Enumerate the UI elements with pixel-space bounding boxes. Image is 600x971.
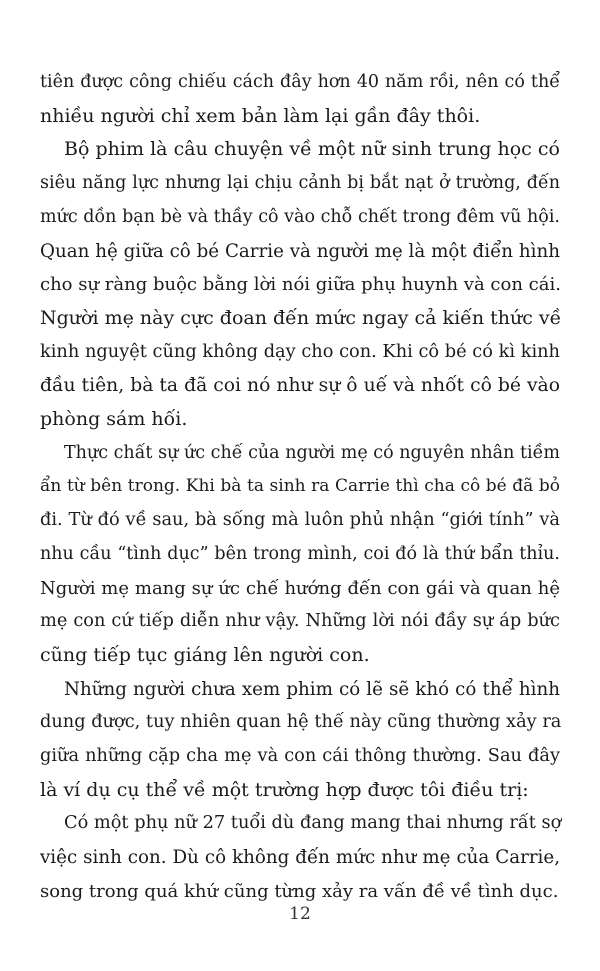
text-line: Người mẹ mang sự ức chế hướng đến con gái và quan hệ [40, 577, 560, 599]
body-text [40, 66, 560, 909]
text-line: siêu năng lực nhưng lại chịu cảnh bị bắt nạt ở trường, đến [40, 173, 560, 194]
text-line: kinh nguyệt cũng không dạy cho con. Khi cô bé có kì kinh [40, 341, 560, 362]
text-line: ẩn từ bên trong. Khi bà ta sinh ra Carrie thì cha cô bé đã bỏ [40, 476, 560, 497]
text-line: nhiều người chỉ xem bản làm lại gần đây thôi. [40, 104, 481, 127]
text-line: là ví dụ cụ thể về một trường hợp được tôi điều trị: [40, 778, 529, 801]
text-line: Bộ phim là câu chuyện về một nữ sinh trung học có [64, 138, 560, 161]
paragraph [40, 133, 560, 436]
text-line: phòng sám hối. [40, 408, 188, 431]
text-line: tiên được công chiếu cách đây hơn 40 năm rồi, nên có thể [40, 72, 560, 92]
text-line: Quan hệ giữa cô bé Carrie và người mẹ là một điển hình [40, 240, 560, 262]
paragraph [40, 437, 560, 673]
text-line: song trong quá khứ cũng từng xảy ra vấn đề về tình dục. [40, 880, 559, 902]
text-line: nhu cầu “tình dục” bên trong mình, coi đó là thứ bẩn thỉu. [40, 543, 560, 564]
text-line: Những người chưa xem phim có lẽ sẽ khó có thể hình [64, 678, 560, 700]
text-line: việc sinh con. Dù cô không đến mức như mẹ của Carrie, [40, 847, 560, 869]
paragraph [40, 807, 560, 908]
text-line: đi. Từ đó về sau, bà sống mà luôn phủ nhận “giới tính” và [40, 510, 560, 531]
page-number: 12 [289, 904, 311, 924]
text-line: cũng tiếp tục giáng lên người con. [40, 643, 370, 666]
paragraph [40, 673, 560, 808]
text-line: Người mẹ này cực đoan đến mức ngay cả kiến thức về [40, 306, 562, 329]
text-line: cho sự ràng buộc bằng lời nói giữa phụ huynh và con cái. [40, 274, 561, 296]
text-line: đầu tiên, bà ta đã coi nó như sự ô uế và nhốt cô bé vào [40, 375, 560, 397]
text-line: mẹ con cứ tiếp diễn như vậy. Những lời nói đầy sự áp bức [40, 611, 560, 632]
text-line: dung được, tuy nhiên quan hệ thế này cũng thường xảy ra [40, 712, 562, 733]
text-line: Có một phụ nữ 27 tuổi dù đang mang thai nhưng rất sợ [64, 813, 562, 834]
paragraph [40, 66, 560, 133]
text-line: Thực chất sự ức chế của người mẹ có nguyên nhân tiềm [64, 442, 560, 463]
text-line: giữa những cặp cha mẹ và con cái thông thường. Sau đây [40, 746, 560, 767]
text-line: mức dồn bạn bè và thầy cô vào chỗ chết trong đêm vũ hội. [40, 206, 560, 227]
